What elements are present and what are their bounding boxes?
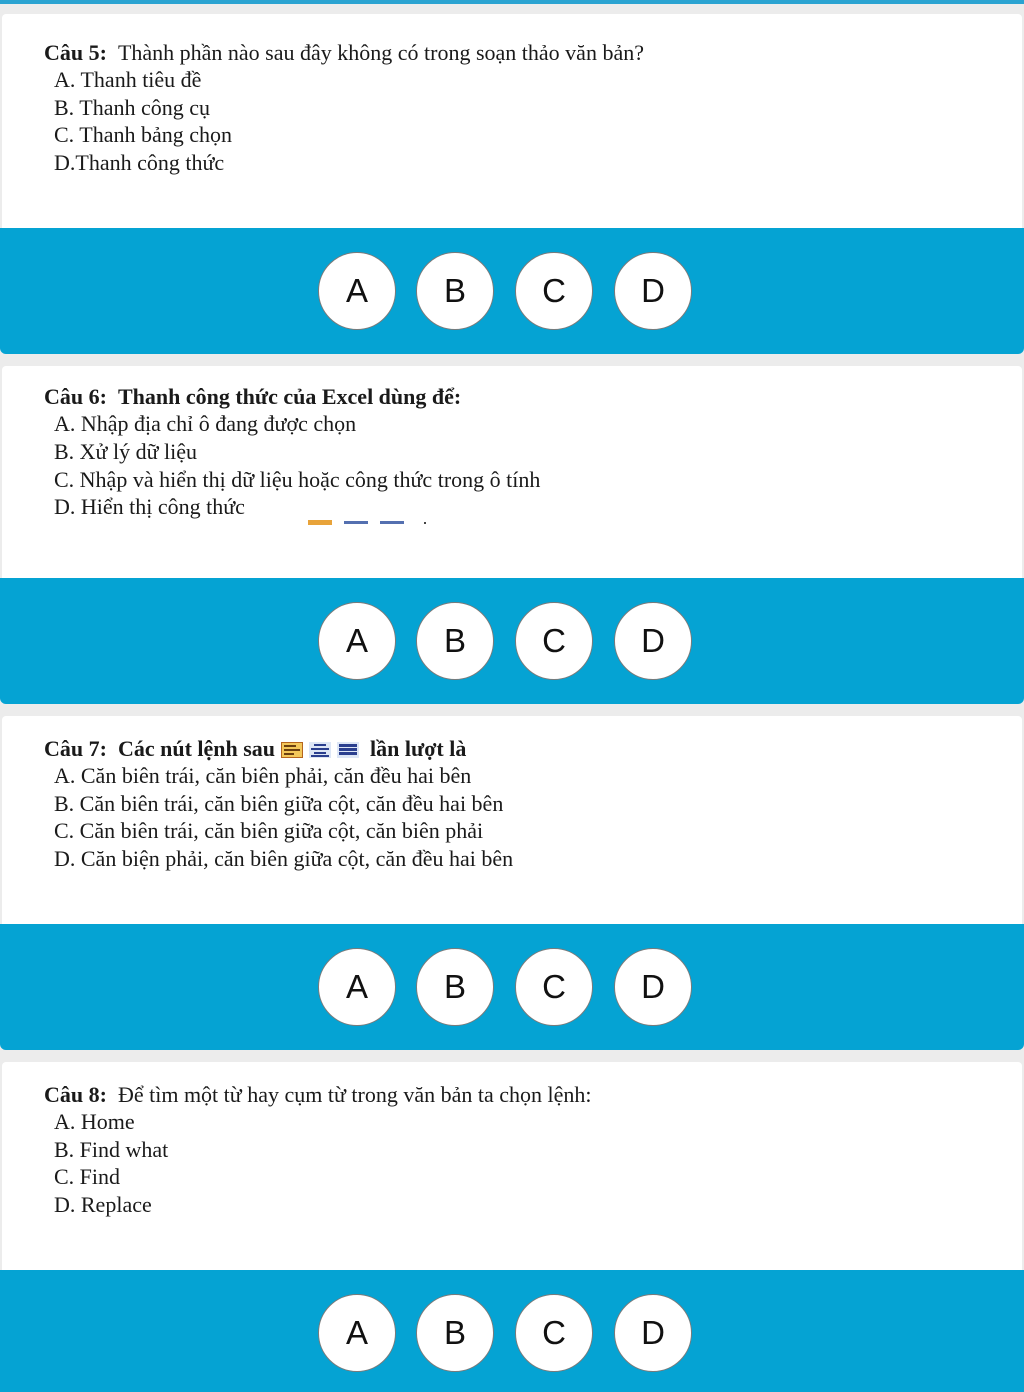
align-left-icon [281,738,303,754]
question-title [44,736,466,762]
answer-d-button[interactable]: D [614,252,692,330]
question-text-after: lần lượt là [370,736,467,761]
option-d: D. Căn biện phải, căn biên giữa cột, căn đều hai bên [54,846,514,871]
option-b: B. Xử lý dữ liệu [54,439,198,464]
answer-bar-6 [0,578,1024,704]
option-b: B. Find what [54,1137,169,1162]
option-a: A. Nhập địa chỉ ô đang được chọn [54,411,357,436]
question-number: Câu 5: [44,40,107,65]
question-text-before: Các nút lệnh sau [117,736,276,761]
option-a: A. Thanh tiêu đề [54,67,202,92]
answer-a-button[interactable]: A [318,602,396,680]
option-a: A. Căn biên trái, căn biên phải, căn đều hai bên [54,763,472,788]
answer-b-button[interactable]: B [416,948,494,1026]
option-c: C. Find [54,1164,121,1189]
answer-bar-7 [0,924,1024,1050]
answer-a-button[interactable]: A [318,948,396,1026]
answer-a-button[interactable]: A [318,252,396,330]
answer-c-button[interactable]: C [515,602,593,680]
question-title [44,1082,591,1108]
question-number: Câu 6: [44,384,107,409]
question-text: Để tìm một từ hay cụm từ trong văn bản ta chọn lệnh: [117,1082,592,1107]
question-card-7 [2,716,1022,924]
answer-c-button[interactable]: C [515,252,593,330]
question-card-5 [2,14,1022,228]
answer-d-button[interactable]: D [614,1294,692,1372]
question-text: Thành phần nào sau đây không có trong soạn thảo văn bản? [117,40,644,65]
question-title [44,384,461,410]
answer-c-button[interactable]: C [515,1294,593,1372]
answer-b-button[interactable]: B [416,1294,494,1372]
answer-b-button[interactable]: B [416,252,494,330]
justify-icon [337,738,359,754]
option-c: C. Nhập và hiển thị dữ liệu hoặc công thức trong ô tính [54,467,541,492]
question-number: Câu 8: [44,1082,107,1107]
option-d: D. Hiển thị công thức [54,494,245,519]
answer-d-button[interactable]: D [614,948,692,1026]
question-card-8 [2,1062,1022,1270]
question-title [44,40,644,66]
answer-d-button[interactable]: D [614,602,692,680]
answer-bar-5 [0,228,1024,354]
answer-a-button[interactable]: A [318,1294,396,1372]
answer-bar-8 [0,1270,1024,1392]
option-b: B. Căn biên trái, căn biên giữa cột, căn đều hai bên [54,791,504,816]
top-accent-strip [0,0,1024,4]
question-text: Thanh công thức của Excel dùng để: [117,384,462,409]
answer-b-button[interactable]: B [416,602,494,680]
option-d: D. Replace [54,1192,152,1217]
answer-c-button[interactable]: C [515,948,593,1026]
option-c: C. Thanh bảng chọn [54,122,233,147]
toolbar-fragment-icon [308,518,428,528]
option-b: B. Thanh công cụ [54,95,211,120]
option-a: A. Home [54,1109,135,1134]
align-center-icon [309,738,331,754]
option-d: D.Thanh công thức [54,150,225,175]
question-card-6 [2,366,1022,578]
question-number: Câu 7: [44,736,107,761]
option-c: C. Căn biên trái, căn biên giữa cột, căn biên phải [54,818,484,843]
